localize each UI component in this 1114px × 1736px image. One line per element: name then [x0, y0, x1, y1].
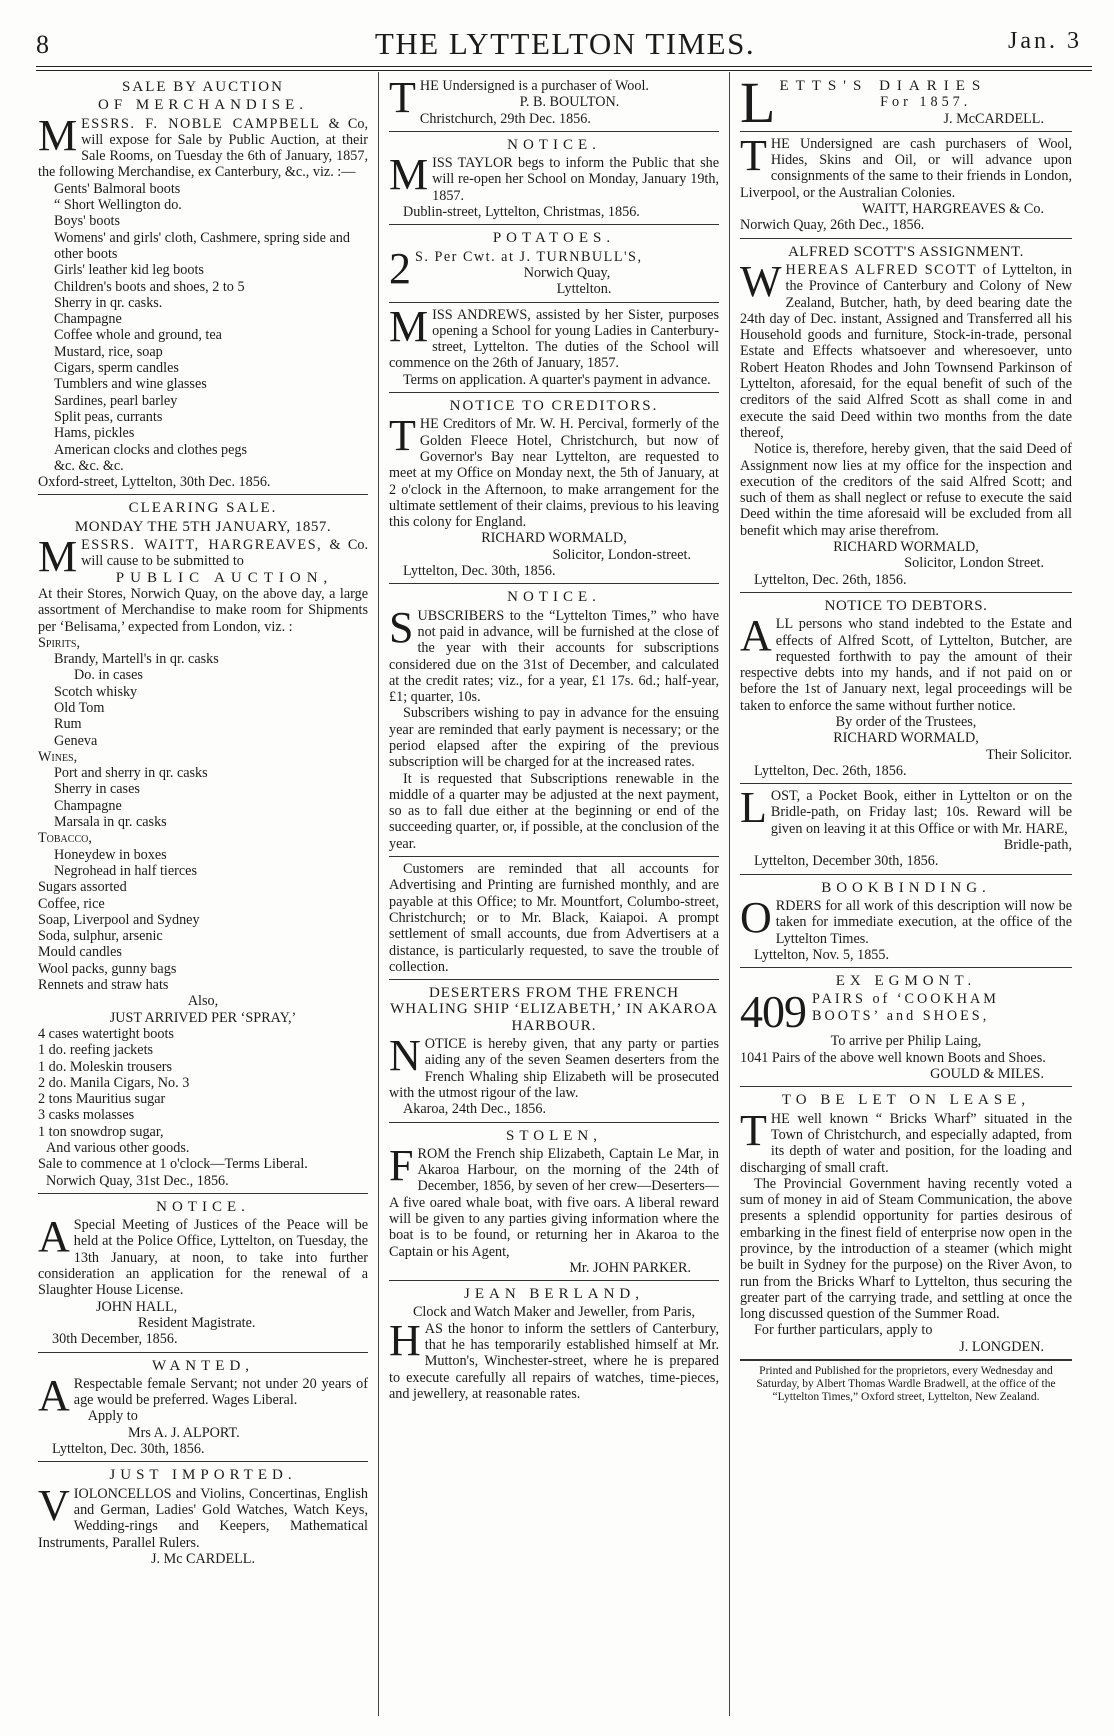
signer: RICHARD WORMALD,	[833, 730, 979, 747]
drop-cap: T	[740, 1105, 767, 1155]
drop-cap: S	[389, 602, 414, 652]
ad-lead: ESSRS. WAITT, HARGREAVES,	[81, 537, 323, 554]
ad-text: IOLONCELLOS and Violins, Concertinas, English and German, Ladies' Gold Watches, Watch Keys, Wedding-rings and Keepers, Mathematical Instruments, Parallel Rulers.	[38, 1485, 368, 1551]
signer: RICHARD WORMALD,	[833, 539, 979, 556]
ad-date: Lyttelton, Nov. 5, 1855.	[754, 946, 890, 963]
list-item: Coffee whole and ground, tea	[54, 327, 222, 344]
ad-terms: Terms on application. A quarter's payment in advance.	[403, 371, 711, 388]
ad-text: & Co. will cause to be submitted to	[81, 537, 368, 570]
drop-cap: F	[389, 1140, 414, 1190]
bookbinding-ad	[740, 874, 1072, 963]
signer-title: Solicitor, London-street.	[552, 546, 691, 563]
ad-heading: STOLEN,	[506, 1127, 602, 1144]
list-item: 3 casks molasses	[38, 1107, 135, 1124]
signer: Mrs A. J. ALPORT.	[128, 1424, 240, 1441]
ad-subheading: Clock and Watch Maker and Jeweller, from Paris,	[412, 1304, 696, 1321]
waitt-ad	[740, 131, 1072, 234]
ad-footer: Dublin-street, Lyttelton, Christmas, 1856.	[403, 204, 640, 221]
list-item: Cigars, sperm candles	[54, 360, 179, 377]
ad-line: PAIRS of ‘COOKHAM	[812, 991, 999, 1008]
ad-heading: JEAN BERLAND,	[464, 1286, 644, 1303]
ad-date: Lyttelton, Dec. 26th, 1856.	[754, 762, 907, 779]
ad-text: ROM the French ship Elizabeth, Captain Le Mar, in Akaroa Harbour, on the morning of the 24th of December, 1856, by seven of her crew—Deserters—A five oared whale boat, with five oars. A liberal reward will be given to any parties giving information where the boat is to be found, or returning her in Akaroa to the Captain or his Agent,	[389, 1145, 719, 1260]
list-item: Old Tom	[54, 699, 105, 716]
column-divider	[729, 72, 730, 1716]
ad-text: OTICE is hereby given, that any party or parties aiding any of the seven Seamen deserters from the French Whaling ship Elizabeth will be prosecuted with the utmost rigour of the law.	[389, 1036, 719, 1101]
drop-cap: O	[740, 892, 772, 942]
taylor-notice	[389, 131, 719, 220]
pairs-count: 409	[740, 986, 806, 1038]
customers-notice	[389, 856, 719, 975]
category-label: Tobacco,	[38, 830, 92, 847]
list-item: Womens' and girls' cloth, Cashmere, spring side and other boots	[54, 229, 350, 262]
list-item: Rennets and straw hats	[38, 977, 169, 994]
list-item: Wool packs, gunny bags	[38, 960, 177, 977]
list-item: “ Short Wellington do.	[54, 197, 182, 214]
ad-heading: SALE BY AUCTION	[122, 79, 284, 95]
also-label: Also,	[187, 993, 219, 1010]
ad-text: The Provincial Government having recently voted a sum of money in aid of Steam Communication, the above presents a splendid opportunity for parties desirous of embarking in the finest field of enterprise now open in the province, by the introduction of a steamer (which might be built in Sydney for the purpose) on the River Avon, to run from the Bricks Wharf to Lyttelton, thus securing the greater part of the carrying trade, and settling at once the long discussed question of the Summer Road.	[740, 1175, 1072, 1323]
ad-date: Norwich Quay, 26th Dec., 1856.	[740, 217, 925, 234]
ad-lead: HEREAS ALFRED SCOTT of	[785, 261, 998, 278]
scott-assignment	[740, 238, 1072, 588]
ad-text: For further particulars, apply to	[754, 1322, 933, 1339]
signer-title: Solicitor, London Street.	[904, 555, 1044, 572]
ad-line: To arrive per Philip Laing,	[830, 1033, 982, 1050]
masthead-rule-2	[36, 70, 1092, 71]
signer: J. LONGDEN.	[959, 1338, 1044, 1355]
list-item: Soap, Liverpool and Sydney	[38, 911, 200, 928]
wanted-ad	[38, 1352, 368, 1458]
ad-text: 1041 Pairs of the above well known Boots and Shoes.	[740, 1049, 1046, 1066]
sale-terms: Sale to commence at 1 o'clock—Terms Liberal.	[38, 1156, 308, 1173]
list-item: American clocks and clothes pegs	[54, 441, 248, 458]
ad-subheading: MONDAY THE 5TH JANUARY, 1857.	[74, 518, 332, 535]
ad-text: HE Creditors of Mr. W. H. Percival, formerly of the Golden Fleece Hotel, Christchurch, but now of Governor's Bay near Lyttelton, are requested to meet at my Office on Monday next, the 5th of January, at 2 o'clock in the Afternoon, to make arrangement for the ultimate settlement of their claims, previous to his leaving this colony for England.	[389, 416, 719, 531]
ad-heading: NOTICE TO DEBTORS.	[824, 597, 988, 614]
list-item: Negrohead in half tierces	[54, 862, 197, 879]
list-item: 2 do. Manila Cigars, No. 3	[38, 1074, 190, 1091]
ad-text: HE Undersigned are cash purchasers of Wool, Hides, Skins and Oil, or will advance upon consignments of the same to their friends in London, Liverpool, or the Australian Colonies.	[740, 135, 1072, 201]
list-item: Sardines, pearl barley	[54, 392, 178, 409]
debtors-notice	[740, 592, 1072, 779]
ad-date: Christchurch, 29th Dec. 1856.	[419, 110, 591, 127]
ad-line: For 1857.	[880, 94, 972, 111]
ad-text: At their Stores, Norwich Quay, on the above day, a large assortment of Merchandise to make room for Shipments per ‘Belisama,’ expected from London, viz. :	[38, 585, 368, 635]
masthead-rule	[36, 66, 1092, 67]
ad-heading: NOTICE TO CREDITORS.	[449, 398, 659, 415]
auction-ad	[38, 79, 368, 490]
drop-cap: V	[38, 1480, 70, 1530]
signer-title: Resident Magistrate.	[138, 1314, 256, 1331]
list-item: Coffee, rice	[38, 895, 105, 912]
ad-date: Lyttelton, December 30th, 1856.	[754, 853, 939, 870]
ad-date: 30th December, 1856.	[52, 1331, 178, 1348]
ad-heading: TO BE LET ON LEASE,	[781, 1092, 1031, 1109]
list-item: &c. &c. &c.	[54, 457, 124, 474]
drop-cap: 2	[389, 243, 411, 293]
ad-heading: POTATOES.	[492, 230, 616, 247]
signer: Mr. JOHN PARKER.	[569, 1259, 691, 1276]
ad-date: Lyttelton, Dec. 26th, 1856.	[754, 571, 907, 588]
signer: GOULD & MILES.	[930, 1066, 1044, 1083]
wool-ad	[389, 73, 719, 127]
various-goods: And various other goods.	[46, 1140, 190, 1156]
stolen-notice	[389, 1122, 719, 1277]
list-item: 2 tons Mauritius sugar	[38, 1091, 166, 1108]
ad-subheading: OF MERCHANDISE.	[97, 97, 308, 114]
masthead	[36, 20, 1094, 60]
ad-text: Subscribers wishing to pay in advance for the ensuing year are reminded that early payment is necessary; or the period elapsed after the expiring of the previous subscription will be charged for at the increased rates.	[389, 705, 719, 771]
ad-text: Lyttelton, in the Province of Canterbury and Colony of New Zealand, Butcher, hath, by deed bearing date the 24th day of Dec. instant, Assigned and Transferred all his Household goods and furniture, Stock-in-trade, personal Estate and Effects whatsoever and wheresoever, unto Robert Heaton Rhodes and John Townsend Parkinson of Lyttelton, aforesaid, for the equal benefit of such of the creditors of the said Alfred Scott as shall come in and execute the said Deed within two months from the date thereof,	[740, 261, 1073, 441]
ad-text: UBSCRIBERS to the “Lyttelton Times,” who have not paid in advance, will be furnished at the close of the year with their accounts for subscriptions considered due on the 31st of December, and calculated at the credit rates; viz., for a year, £1 17s. 6d.; half-year, £1; quarter, 10s.	[389, 607, 719, 706]
letts-diaries-ad	[740, 70, 1072, 135]
subscribers-notice	[389, 583, 719, 852]
ad-date: Lyttelton, Dec. 30th, 1856.	[52, 1441, 205, 1458]
ad-text: Customers are reminded that all accounts for Advertising and Printing are furnished monthly, and are payable at this Office; to Mr. Mountfort, Columbo-street, Christchurch; or to Mr. Black, Kaiapoi. A prompt settlement of small accounts, due from Advertisers at a distance, is particularly requested, to save the trouble of collection.	[389, 861, 719, 975]
list-item: Geneva	[54, 732, 98, 749]
ad-line: Bridle-path,	[1003, 837, 1072, 854]
list-item: Mustard, rice, soap	[54, 343, 163, 360]
ad-text: HE Undersigned is a purchaser of Wool.	[419, 78, 649, 94]
list-item: Sherry in qr. casks.	[54, 294, 163, 311]
list-item: 1 ton snowdrop sugar,	[38, 1123, 164, 1140]
list-item: Sugars assorted	[38, 879, 127, 896]
page-number: 8	[36, 30, 49, 59]
justices-notice	[38, 1193, 368, 1348]
list-item: Port and sherry in qr. casks	[54, 765, 208, 782]
list-item: 4 cases watertight boots	[38, 1025, 174, 1042]
list-item: Mould candles	[38, 944, 122, 961]
column-2	[389, 73, 719, 1402]
ad-line: Norwich Quay,	[523, 264, 611, 281]
list-item: Do. in cases	[74, 667, 143, 684]
item-list	[38, 181, 368, 474]
drop-cap: M	[38, 110, 78, 160]
ad-footer: Norwich Quay, 31st Dec., 1856.	[46, 1172, 229, 1189]
list-item: Split peas, currants	[54, 408, 163, 425]
list-item: Soda, sulphur, arsenic	[38, 928, 163, 945]
ad-text: LL persons who stand indebted to the Estate and effects of Alfred Scott, of Lyttelton, Butcher, are requested forthwith to pay the amount of their respective debts into my hands, and if not paid on or before the 1st of January next, legal proceedings will be taken to enforce the same without further notice.	[740, 616, 1072, 714]
ad-footer: Oxford-street, Lyttelton, 30th Dec. 1856.	[38, 474, 271, 491]
creditors-notice	[389, 392, 719, 579]
signer: WAITT, HARGREAVES & Co.	[862, 201, 1044, 218]
category-label: Spirits,	[38, 634, 80, 651]
signer: RICHARD WORMALD,	[481, 530, 627, 547]
andrews-ad	[389, 302, 719, 388]
list-item: Children's boots and shoes, 2 to 5	[54, 278, 245, 295]
ad-heading: BOOKBINDING.	[821, 879, 991, 896]
ad-text: Special Meeting of Justices of the Peace will be held at the Police Office, Lyttelton, on Tuesday, the 13th January, at noon, to take into further consideration an application for the renewal of a Slaughter House License.	[38, 1217, 368, 1299]
drop-cap: T	[740, 130, 767, 180]
drop-cap: A	[38, 1370, 70, 1420]
clearing-sale-ad	[38, 494, 368, 1188]
ad-text: RDERS for all work of this description will now be taken for immediate execution, at the office of the Lyttelton Times.	[775, 897, 1072, 947]
ad-line: BOOTS’ and SHOES,	[812, 1007, 990, 1024]
list-item: 1 do. reefing jackets	[38, 1042, 154, 1059]
ad-date: Lyttelton, Dec. 30th, 1856.	[403, 563, 556, 580]
ad-text: ISS ANDREWS, assisted by her Sister, purposes opening a School for young Ladies in Canterbury-street, Lyttelton. The duties of the School will commence on the 26th of January, 1857.	[389, 306, 719, 372]
signer: J. Mc CARDELL.	[150, 1550, 256, 1567]
list-item: Hams, pickles	[54, 425, 135, 442]
ad-heading: CLEARING SALE.	[128, 500, 278, 517]
drop-cap: T	[389, 73, 416, 122]
list-item: Sherry in cases	[54, 781, 140, 798]
ad-line: By order of the Trustees,	[835, 713, 977, 730]
issue-date: Jan. 3	[1008, 28, 1082, 54]
list-item: Tumblers and wine glasses	[54, 376, 207, 393]
lease-ad	[740, 1086, 1072, 1355]
berland-ad	[389, 1280, 719, 1402]
list-item: Brandy, Martell's in qr. casks	[54, 651, 219, 668]
newspaper-title: THE LYTTELTON TIMES.	[374, 26, 756, 61]
ad-heading: NOTICE.	[507, 589, 601, 606]
ad-text: HE well known “ Bricks Wharf” situated in the Town of Christchurch, and especially adapted, from its depth of water and position, for the loading and discharging of small craft.	[740, 1110, 1072, 1176]
ad-line: Lyttelton.	[556, 281, 612, 298]
list-item: Boys' boots	[54, 213, 121, 230]
signer: J. McCARDELL.	[943, 110, 1044, 127]
category-label: Wines,	[38, 748, 78, 765]
ad-heading: DESERTERS FROM THE FRENCH WHALING SHIP ‘ELIZABETH,’ IN AKAROA HARBOUR.	[390, 985, 718, 1034]
drop-cap: L	[740, 783, 767, 833]
arrived-heading: JUST ARRIVED PER ‘SPRAY,’	[109, 1009, 297, 1026]
drop-cap: H	[389, 1315, 421, 1365]
drop-cap: A	[38, 1212, 70, 1262]
ad-text: ISS TAYLOR begs to inform the Public that she will re-open her School on Monday, January 19th, 1857.	[432, 155, 719, 204]
ad-heading: JUST IMPORTED.	[109, 1467, 297, 1484]
ad-text: & Co, will expose for Sale by Public Auction, at their Sale Rooms, on Tuesday the 6th of January, 1857, the following Merchandise, ex Canterbury, &c., viz. :—	[38, 115, 369, 181]
list-item: Champagne	[54, 311, 122, 328]
potatoes-ad	[389, 224, 719, 297]
drop-cap: A	[740, 611, 772, 661]
ad-heading: ALFRED SCOTT'S ASSIGNMENT.	[788, 243, 1024, 260]
list-item: Honeydew in boxes	[54, 846, 167, 863]
ad-text: AS the honor to inform the settlers of Canterbury, that he has temporarily established himself at Mr. Mutton's, Winchester-street, where he is prepared to execute carefully all repairs of watches, time-pieces, and jewellery, at reasonable rates.	[389, 1320, 719, 1402]
list-item: Marsala in qr. casks	[54, 814, 167, 831]
ad-lead: ESSRS. F. NOBLE CAMPBELL	[81, 115, 321, 132]
ad-date: Akaroa, 24th Dec., 1856.	[403, 1101, 547, 1118]
drop-cap: W	[740, 256, 782, 306]
list-item: Scotch whisky	[54, 683, 138, 700]
drop-cap: M	[389, 150, 429, 200]
ad-heading: NOTICE.	[156, 1198, 250, 1215]
drop-cap: L	[740, 70, 776, 135]
ad-line: ETTS'S DIARIES	[779, 78, 988, 94]
ad-text: OST, a Pocket Book, either in Lyttelton or on the Bridle-path, on Friday last; 10s. Reward will be given on leaving it at this Office or with Mr. HARE,	[770, 788, 1072, 837]
public-auction: PUBLIC AUCTION,	[115, 569, 334, 586]
column-1	[38, 78, 368, 1567]
column-3	[740, 70, 1073, 1404]
imported-ad	[38, 1461, 368, 1567]
signer: P. B. BOULTON.	[519, 94, 620, 111]
ad-text: Notice is, therefore, hereby given, that the said Deed of Assignment now lies at my office for the inspection and execution of the creditors of the said Alfred Scott; and such of them as shall neglect or refuse to execute the said Deed within the time aforesaid will be excluded from all benefit which may arise therefrom.	[740, 441, 1072, 539]
apply-label: Apply to	[87, 1408, 138, 1425]
lost-ad	[740, 783, 1072, 869]
ad-text: Respectable female Servant; not under 20 years of age would be preferred. Wages Liberal.	[73, 1375, 368, 1409]
ad-text: It is requested that Subscriptions renewable in the middle of a quarter may be adjusted at the next payment, so as to fall due either at the beginning or end of the succeeding quarter, or, if possible, at the conclusion of the year.	[389, 770, 719, 852]
publisher-imprint: Printed and Published for the proprietors, every Wednesday and Saturday, by Albert Thomas Wardle Bradwell, at the office of the “Lyttelton Times,” Oxford street, Lyttelton, New Zealand.	[740, 1359, 1072, 1404]
ad-text: S. Per Cwt. at J. TURNBULL'S,	[415, 248, 643, 265]
deserters-notice	[389, 979, 719, 1117]
list-item: Champagne	[54, 797, 122, 814]
ad-heading: EX EGMONT.	[835, 973, 977, 990]
list-item: Gents' Balmoral boots	[54, 180, 181, 197]
list-item: Rum	[54, 716, 82, 733]
list-item: 1 do. Moleskin trousers	[38, 1058, 172, 1075]
signer-title: Their Solicitor.	[986, 746, 1072, 763]
drop-cap: M	[38, 532, 78, 582]
drop-cap: T	[389, 411, 416, 461]
list-item: Girls' leather kid leg boots	[54, 262, 204, 279]
ad-heading: NOTICE.	[507, 136, 601, 153]
column-divider	[378, 72, 379, 1716]
ad-heading: WANTED,	[151, 1357, 255, 1374]
signer: JOHN HALL,	[96, 1298, 178, 1315]
drop-cap: N	[389, 1031, 421, 1081]
egmont-ad	[740, 967, 1072, 1082]
drop-cap: M	[389, 301, 429, 351]
